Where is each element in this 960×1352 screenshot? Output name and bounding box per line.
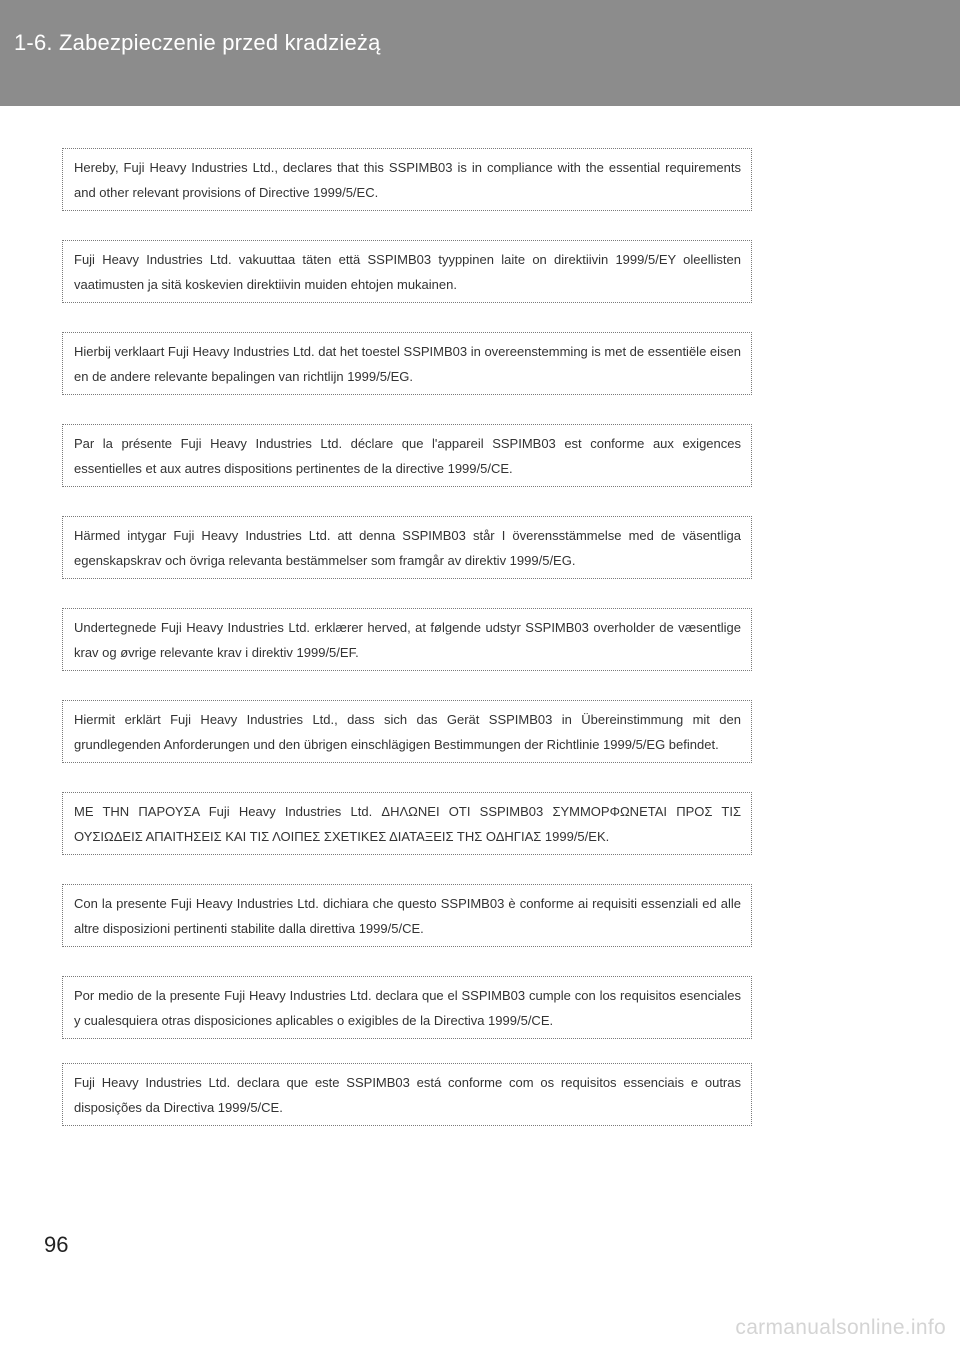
declaration-spanish: Por medio de la presente Fuji Heavy Industries Ltd. declara que el SSPIMB03 cumple con los requisitos esenciales y cualesquiera otras disposiciones aplicables o exigibles de la Directiva 1999/5/CE. xyxy=(62,976,752,1039)
declaration-italian: Con la presente Fuji Heavy Industries Ltd. dichiara che questo SSPIMB03 è conforme ai requisiti essenziali ed alle altre disposizioni pertinenti stabilite dalla direttiva 1999/5/CE. xyxy=(62,884,752,947)
page-header xyxy=(0,0,960,106)
declaration-finnish: Fuji Heavy Industries Ltd. vakuuttaa täten että SSPIMB03 tyyppinen laite on direktiivin 1999/5/EY oleellisten vaatimusten ja sitä koskevien direktiivin muiden ehtojen mukainen. xyxy=(62,240,752,303)
declarations-list xyxy=(62,148,752,1155)
declaration-dutch: Hierbij verklaart Fuji Heavy Industries Ltd. dat het toestel SSPIMB03 in overeenstemming is met de essentiële eisen en de andere relevante bepalingen van richtlijn 1999/5/EG. xyxy=(62,332,752,395)
section-title: 1-6. Zabezpieczenie przed kradzieżą xyxy=(14,30,381,55)
watermark-text: carmanualsonline.info xyxy=(735,1316,946,1339)
declaration-greek: ΜΕ ΤΗΝ ΠΑΡΟΥΣΑ Fuji Heavy Industries Ltd. ΔΗΛΩΝΕΙ ΟΤΙ SSPIMB03 ΣΥΜΜΟΡΦΩΝΕΤΑΙ ΠΡΟΣ ΤΙΣ ΟΥΣΙΩΔΕΙΣ ΑΠΑΙΤΗΣΕΙΣ ΚΑΙ ΤΙΣ ΛΟΙΠΕΣ ΣΧΕΤΙΚΕΣ ΔΙΑΤΑΞΕΙΣ ΤΗΣ ΟΔΗΓΙΑΣ 1999/5/ΕΚ. xyxy=(62,792,752,855)
declaration-swedish: Härmed intygar Fuji Heavy Industries Ltd. att denna SSPIMB03 står I överensstämmelse med de väsentliga egenskapskrav och övriga relevanta bestämmelser som framgår av direktiv 1999/5/EG. xyxy=(62,516,752,579)
page-number: 96 xyxy=(44,1232,69,1257)
declaration-portuguese: Fuji Heavy Industries Ltd. declara que este SSPIMB03 está conforme com os requisitos essenciais e outras disposições da Directiva 1999/5/CE. xyxy=(62,1063,752,1126)
declaration-danish: Undertegnede Fuji Heavy Industries Ltd. erklærer herved, at følgende udstyr SSPIMB03 overholder de væsentlige krav og øvrige relevante krav i direktiv 1999/5/EF. xyxy=(62,608,752,671)
declaration-english: Hereby, Fuji Heavy Industries Ltd., declares that this SSPIMB03 is in compliance with the essential requirements and other relevant provisions of Directive 1999/5/EC. xyxy=(62,148,752,211)
declaration-french: Par la présente Fuji Heavy Industries Ltd. déclare que l'appareil SSPIMB03 est conforme aux exigences essentielles et aux autres dispositions pertinentes de la directive 1999/5/CE. xyxy=(62,424,752,487)
declaration-german: Hiermit erklärt Fuji Heavy Industries Ltd., dass sich das Gerät SSPIMB03 in Übereinstimmung mit den grundlegenden Anforderungen und den übrigen einschlägigen Bestimmungen der Richtlinie 1999/5/EG befindet. xyxy=(62,700,752,763)
